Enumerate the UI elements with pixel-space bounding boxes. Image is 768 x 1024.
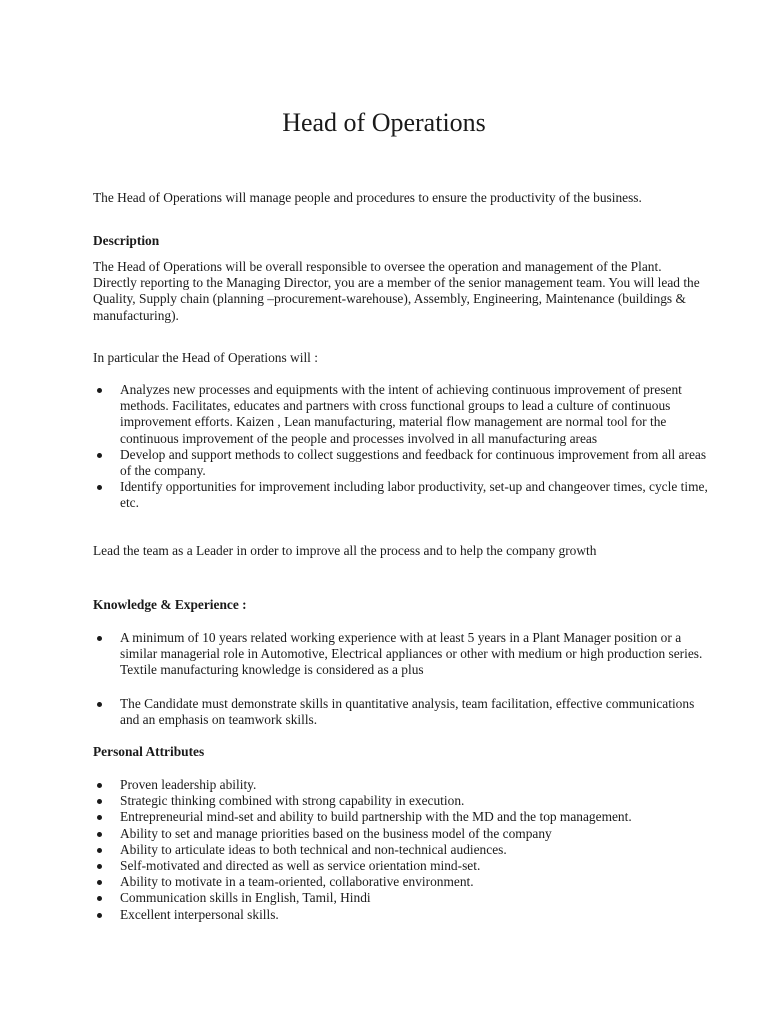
list-item-text: Develop and support methods to collect suggestions and feedback for continuous improvement from all areas of the company. <box>120 446 707 479</box>
intro-paragraph: The Head of Operations will manage people and procedures to ensure the productivity of the business. <box>93 190 642 205</box>
list-item-text: Identify opportunities for improvement including labor productivity, set-up and changeover times, cycle time, etc. <box>120 479 708 511</box>
list-item <box>93 890 708 906</box>
bullet-icon <box>97 832 102 837</box>
list-item-text: A minimum of 10 years related working experience with at least 5 years in a Plant Manager position or a similar managerial role in Automotive, Electrical appliances or other with medium or high production series. Textile manufacturing knowledge is considered as a plus <box>120 630 703 678</box>
list-item <box>93 696 708 728</box>
knowledge-heading: Knowledge & Experience : <box>93 597 247 612</box>
description-paragraph: The Head of Operations will be overall responsible to oversee the operation and management of the Plant. Directly reporting to the Managing Director, you are a member of the senior management team. You will lead the Quality, Supply chain (planning –procurement-warehouse), Assembly, Engineering, Maintenance (buildings & manufacturing). <box>93 259 700 323</box>
list-item <box>93 874 708 890</box>
bullet-icon <box>97 783 102 788</box>
bullet-icon <box>97 815 102 820</box>
bullet-icon <box>97 799 102 804</box>
list-item <box>93 447 708 479</box>
list-item-text: Ability to articulate ideas to both technical and non-technical audiences. <box>120 841 507 857</box>
list-item-text: Proven leadership ability. <box>120 777 257 792</box>
list-item <box>93 793 708 809</box>
bullet-icon <box>97 636 102 641</box>
bullet-icon <box>97 453 102 458</box>
list-item-text: Ability to motivate in a team-oriented, collaborative environment. <box>120 874 474 890</box>
list-item <box>93 907 708 923</box>
list-item-text: Strategic thinking combined with strong capability in execution. <box>120 793 465 809</box>
description-heading: Description <box>93 233 160 248</box>
list-item-text: Entrepreneurial mind-set and ability to build partnership with the MD and the top management. <box>120 809 632 825</box>
list-item-text: Communication skills in English, Tamil, Hindi <box>120 890 371 906</box>
list-item-text: The Candidate must demonstrate skills in quantitative analysis, team facilitation, effective communications and an emphasis on teamwork skills. <box>120 695 695 727</box>
attributes-heading: Personal Attributes <box>93 744 205 759</box>
list-item <box>93 777 708 793</box>
list-item <box>93 842 708 858</box>
bullet-icon <box>97 896 102 901</box>
bullet-icon <box>97 880 102 885</box>
attributes-list <box>93 777 708 923</box>
particular-intro: In particular the Head of Operations will : <box>93 350 318 365</box>
bullet-icon <box>97 913 102 918</box>
list-item <box>93 826 708 842</box>
particular-list <box>93 382 708 512</box>
list-item-text: Ability to set and manage priorities based on the business model of the company <box>120 825 552 841</box>
list-item <box>93 382 708 447</box>
lead-paragraph: Lead the team as a Leader in order to improve all the process and to help the company growth <box>93 543 597 558</box>
bullet-icon <box>97 864 102 869</box>
list-item <box>93 809 708 825</box>
knowledge-list <box>93 630 708 728</box>
list-item-text: Analyzes new processes and equipments with the intent of achieving continuous improvement of present methods. Facilitates, educates and partners with cross functional groups to lead a culture of continuous improvement efforts. Kaizen , Lean manufacturing, material flow management are normal tool for the continuous improvement of the people and processes involved in all manufacturing areas <box>120 382 682 446</box>
bullet-icon <box>97 702 102 707</box>
page-title: Head of Operations <box>282 108 486 137</box>
bullet-icon <box>97 485 102 490</box>
list-item <box>93 858 708 874</box>
bullet-icon <box>97 388 102 393</box>
list-item <box>93 479 708 511</box>
list-item-text: Self-motivated and directed as well as service orientation mind-set. <box>120 858 481 874</box>
list-item-text: Excellent interpersonal skills. <box>120 906 279 922</box>
bullet-icon <box>97 848 102 853</box>
list-item <box>93 630 708 679</box>
